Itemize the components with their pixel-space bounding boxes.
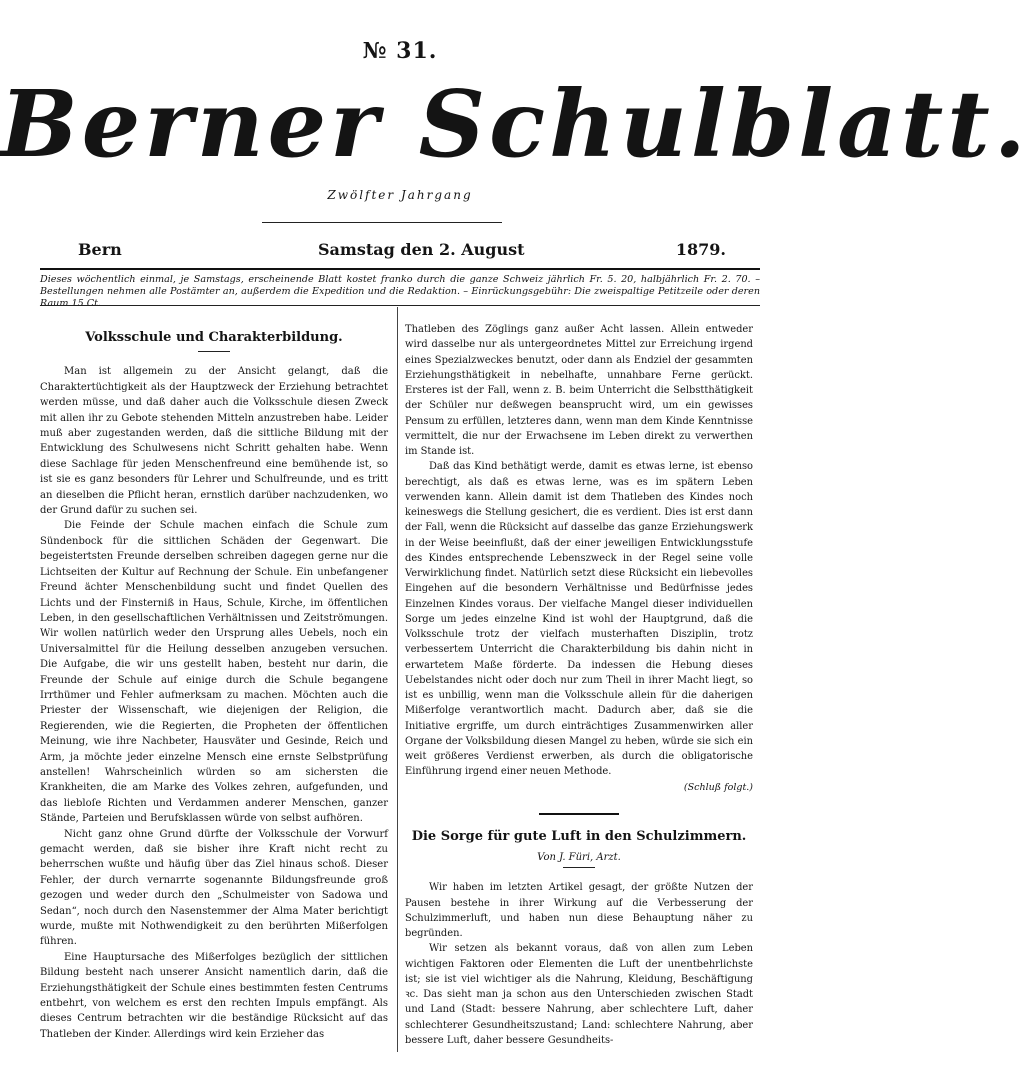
subscription-notice: Dieses wöchentlich einmal, je Samstags, erscheinende Blatt kostet franko durch die ganze Schweiz jährlich Fr. 5. 20, halbjährlich Fr. 2. 70. – Bestellungen nehmen alle Postämter an, außerdem die Expedition und die Redaktion. – Einrückungsgebühr: Die zweispaltige Petitzeile oder deren Raum 15 Ct. (40, 274, 760, 309)
article-paragraph: Wir haben im letzten Artikel gesagt, der größte Nutzen der Pausen bestehe in ihrer Wirkung auf die Verbesserung der Schulzimmerluft, und haben nun diese Behauptung näher zu begründen. (405, 882, 753, 939)
dateline-place: Bern (78, 240, 122, 259)
continued-note: (Schluß folgt.) (683, 781, 753, 793)
notice-rule (40, 305, 760, 306)
article-byline: Von J. Füri, Arzt. (537, 852, 621, 863)
article-paragraph: Thatleben des Zöglings ganz außer Acht lassen. Allein entweder wird dasselbe nur als untergeordnetes Mittel zur Erreichung irgend eines Spezialzweckes benutzt, oder dann als Endziel der gesammten Erziehungsthätigkeit in nebelhafte, unnahbare Ferne gerückt. Ersteres ist der Fall, wenn z. B. beim Unterricht die Selbstthätigkeit der Schüler nur deßwegen beansprucht wird, um ein gewisses Pensum zu erfüllen, letzteres dann, wenn man dem Kinde Kenntnisse vermittelt, die nur der Erwachsene im Leben direkt zu verwerthen im Stande ist. (405, 324, 753, 457)
article-paragraph: Man ist allgemein zu der Ansicht gelangt, daß die Charaktertüchtigkeit als der Hauptzweck der Erziehung betrachtet werden müsse, und daß daher auch die Volksschule diesen Zweck mit allen ihr zu Gebote stehenden Mitteln anzustreben habe. Leider muß aber zugestanden werden, daß die sittliche Bildung mit der Entwicklung des Schulwesens nicht Schritt gehalten habe. Wenn diese Sachlage für jeden Menschenfreund eine bemühende ist, so ist sie es ganz besonders für Lehrer und Schulfreunde, und es tritt an dieselben die Pflicht heran, ernstlich darüber nachzudenken, wo der Grund dafür zu suchen sei. (40, 366, 388, 517)
masthead-rule (262, 222, 502, 223)
volume-line: Zwölfter Jahrgang (327, 188, 473, 202)
header-rule (40, 268, 760, 270)
dateline (78, 240, 726, 262)
column-divider (397, 307, 398, 1052)
right-column (405, 322, 753, 1048)
article-title: Volksschule und Charakterbildung. (85, 330, 343, 345)
issue-number: № 31. (362, 38, 438, 64)
title-rule (563, 867, 595, 868)
article-paragraph: Wir setzen als bekannt voraus, daß von allen zum Leben wichtigen Faktoren oder Elementen die Luft der unentbehrlichste ist; sie ist viel wichtiger als die Nahrung, Kleidung, Beschäftigung ꝛc. Das sieht man ja schon aus den Unterschieden zwischen Stadt und Land (Stadt: bessere Nahrung, aber schlechtere Luft, daher schlechterer Gesundheitszustand; Land: schlechtere Nahrung, aber bessere Luft, daher bessere Gesundheits- (405, 943, 753, 1046)
left-column (40, 326, 388, 1042)
masthead-title: Berner Schulblatt. (0, 70, 1030, 178)
article-paragraph: Nicht ganz ohne Grund dürfte der Volksschule der Vorwurf gemacht werden, daß sie bisher ihre Kraft nicht recht zu beherrschen wußte und häufig über das Ziel hinaus schoß. Dieser Fehler, der durch vernarrte sogenannte Bildungsfreunde groß gezogen und weder durch den „Schulmeister von Sadowa und Sedan“, noch durch den Nasenstemmer der Alma Mater berichtigt wurde, mußte mit Nothwendigkeit zu den berührten Mißerfolgen führen. (40, 828, 388, 948)
article-paragraph: Die Feinde der Schule machen einfach die Schule zum Sündenbock für die sittlichen Schäden der Gegenwart. Die begeistertsten Freunde derselben schreiben dagegen gerne nur die Lichtseiten der Kultur auf Rechnung der Schule. Ein unbefangener Freund ächter Menschenbildung sucht und findet Quellen des Lichts und der Finsterniß in Haus, Schule, Kirche, im öffentlichen Leben, in den gesellschaftlichen Verhältnissen und Zeitströmungen. Wir wollen natürlich weder den Ursprung alles Uebels, noch ein Universalmittel für die Heilung desselben anzugeben versuchen. Die Aufgabe, die wir uns gestellt haben, besteht nur darin, die Freunde der Schule auf einige durch die Schule begangene Irrthümer und Fehler aufmerksam zu machen. Möchten auch die Priester der Wissenschaft, wie diejenigen der Religion, die Regierenden, wie die Regierten, die Propheten der öffentlichen Meinung, wie ihre Nachbeter, Hausväter und Gesinde, Reich und Arm, ja möchte jeder einzelne Mensch eine ernste Selbstprüfung anstellen! Wahrscheinlich würden so am sichersten die Krankheiten, die am Marke des Volkes zehren, aufgefunden, und das liebloſe Richten und Verdammen anderer Menschen, ganzer Stände, Parteien und Berufsklassen würde von selbst aufhören. (40, 520, 388, 825)
dateline-year: 1879. (675, 240, 726, 259)
dateline-date: Samstag den 2. August (318, 240, 525, 259)
article-paragraph: Daß das Kind bethätigt werde, damit es etwas lerne, ist ebenso berechtigt, als daß es etwas lerne, was es im spätern Leben verwenden kann. Allein damit ist dem Thatleben des Kindes noch keineswegs die Stellung gesichert, die es verdient. Dies ist erst dann der Fall, wenn die Rücksicht auf dasselbe das ganze Erziehungswerk in der Weise beeinflußt, daß der einer jeweiligen Entwicklungsstufe des Kindes entsprechende Lebenszweck in der Regel seine volle Verwirklichung findet. Natürlich setzt diese Rücksicht ein liebevolles Eingehen auf die besondern Verhältnisse und Bedürfnisse jedes Einzelnen Kindes voraus. Der vielfache Mangel dieser individuellen Sorge um jedes einzelne Kind ist wohl der Hauptgrund, daß die Volksschule trotz der vielfach musterhaften Disziplin, trotz verbessertem Unterricht die Charakterbildung bis dahin nicht in erwartetem Maße förderte. Da indessen die Hebung dieses Uebelstandes nicht oder doch nur zum Theil in ihrer Macht liegt, so ist es unbillig, wenn man die Volksschule allein für die daherigen Mißerfolge verantwortlich macht. Dadurch aber, daß sie die Initiative ergriffe, um durch einträchtiges Zusammenwirken aller Organe der Volksbildung diesen Mangel zu heben, würde sie sich ein weit größeres Verdienst erwerben, als durch die obligatorische Einführung irgend einer neuen Methode. (405, 461, 753, 778)
title-rule (198, 351, 230, 352)
article-separator (539, 813, 619, 815)
article-paragraph: Eine Hauptursache des Mißerfolges bezüglich der sittlichen Bildung besteht nach unserer Ansicht namentlich darin, daß die Erziehungsthätigkeit der Schule eines bestimmten festen Centrums entbehrt, von welchem es erst den rechten Impuls empfängt. Als dieses Centrum betrachten wir die beständige Rücksicht auf das Thatleben der Kinder. Allerdings wird kein Erzieher das (40, 951, 388, 1040)
article-title: Die Sorge für gute Luft in den Schulzimmern. (411, 828, 747, 844)
